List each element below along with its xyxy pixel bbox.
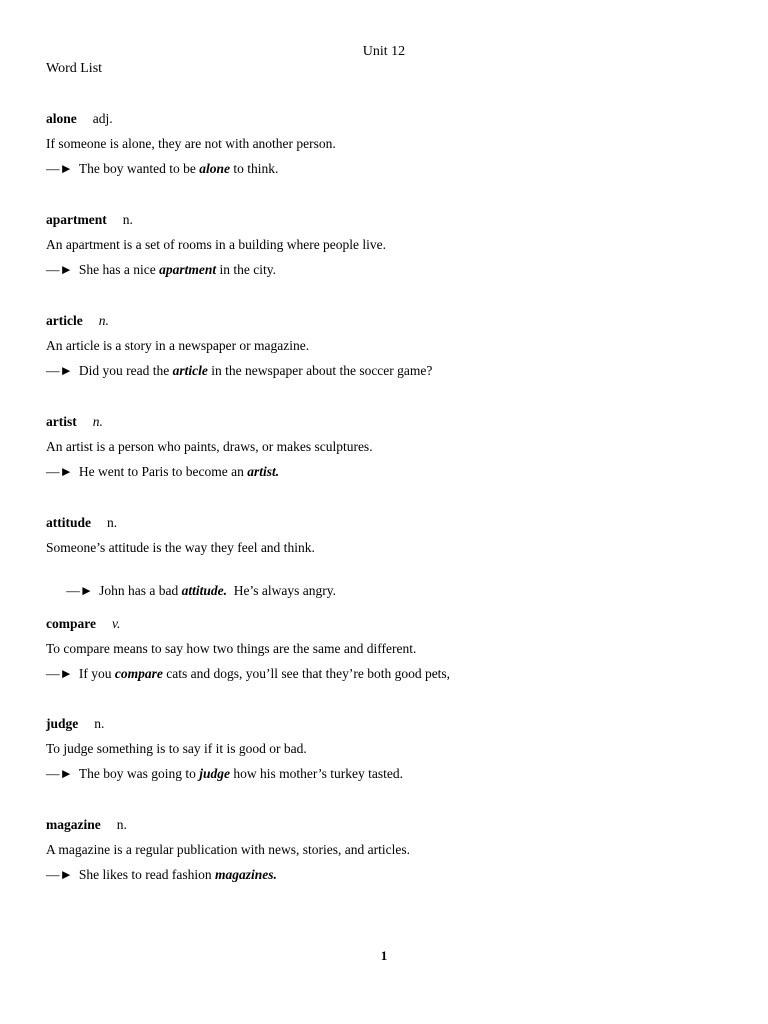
entry-artist	[46, 413, 736, 488]
headword: artist	[46, 414, 77, 429]
example-text-after: in the newspaper about the soccer game?	[207, 363, 433, 378]
part-of-speech: n.	[122, 212, 133, 227]
arrow-icon: —►	[46, 262, 73, 277]
headword: judge	[46, 716, 79, 731]
arrow-icon: —►	[46, 766, 73, 781]
headword: apartment	[46, 212, 107, 227]
example-sentence	[46, 564, 736, 598]
arrow-icon: —►	[46, 867, 73, 882]
example-sentence	[46, 160, 736, 185]
definition: A magazine is a regular publication with news, stories, and articles.	[46, 842, 411, 857]
entry-compare	[46, 615, 736, 690]
arrow-icon: —►	[66, 583, 94, 598]
example-text-after: to think.	[229, 161, 279, 176]
part-of-speech: adj.	[92, 111, 113, 126]
example-text-before: The boy wanted to be	[78, 161, 200, 176]
example-text-after: cats and dogs, you’ll see that they’re both good pets,	[162, 666, 451, 681]
part-of-speech: n.	[116, 817, 127, 832]
example-keyword: article	[172, 363, 208, 378]
example-text-before: If you	[78, 666, 115, 681]
entry-apartment	[46, 211, 736, 286]
example-text-before: She likes to read fashion	[78, 867, 215, 882]
entry-judge	[46, 715, 736, 790]
example-text-before: The boy was going to	[78, 766, 200, 781]
headword: alone	[46, 111, 77, 126]
example-sentence	[46, 362, 736, 387]
example-text-after: how his mother’s turkey tasted.	[230, 766, 403, 781]
entry-heading	[46, 514, 736, 539]
part-of-speech: v.	[112, 616, 121, 631]
arrow-icon: —►	[46, 161, 73, 176]
part-of-speech: n.	[92, 414, 103, 429]
headword: attitude	[46, 515, 91, 530]
entry-alone	[46, 110, 736, 185]
example-sentence	[46, 765, 736, 790]
example-sentence	[46, 866, 736, 891]
example-sentence	[46, 665, 736, 690]
entry-heading	[46, 715, 736, 740]
example-keyword: compare	[114, 666, 163, 681]
example-keyword: magazines.	[214, 867, 277, 882]
entry-heading	[46, 211, 736, 236]
part-of-speech: n.	[94, 716, 105, 731]
part-of-speech: n.	[107, 515, 118, 530]
example-keyword: judge	[199, 766, 231, 781]
arrow-icon: —►	[46, 363, 73, 378]
example-text-before: John has a bad	[99, 583, 182, 598]
definition: An article is a story in a newspaper or magazine.	[46, 338, 310, 353]
entry-heading	[46, 413, 736, 438]
example-keyword: attitude.	[181, 583, 227, 598]
part-of-speech: n.	[98, 313, 109, 328]
headword: magazine	[46, 817, 101, 832]
definition: An apartment is a set of rooms in a building where people live.	[46, 237, 387, 252]
entry-heading	[46, 312, 736, 337]
example-keyword: artist.	[247, 464, 280, 479]
definition: An artist is a person who paints, draws, or makes sculptures.	[46, 439, 373, 454]
unit-title: Unit 12	[362, 44, 406, 59]
entry-heading	[46, 110, 736, 135]
example-text-after: He’s always angry.	[227, 583, 336, 598]
example-keyword: alone	[199, 161, 230, 176]
entry-heading	[46, 816, 736, 841]
arrow-icon: —►	[46, 666, 73, 681]
arrow-icon: —►	[46, 464, 73, 479]
entry-article	[46, 312, 736, 387]
example-text-after: in the city.	[216, 262, 276, 277]
example-text-before: He went to Paris to become an	[78, 464, 248, 479]
example-text-before: She has a nice	[78, 262, 160, 277]
headword: article	[46, 313, 83, 328]
entry-magazine	[46, 816, 736, 891]
definition: To compare means to say how two things are the same and different.	[46, 641, 417, 656]
definition: If someone is alone, they are not with another person.	[46, 136, 336, 151]
word-list-title: Word List	[46, 61, 103, 76]
example-sentence	[46, 261, 736, 286]
headword: compare	[46, 616, 96, 631]
definition: Someone’s attitude is the way they feel and think.	[46, 540, 315, 555]
example-keyword: apartment	[159, 262, 217, 277]
definition: To judge something is to say if it is good or bad.	[46, 741, 307, 756]
page-number: 1	[380, 948, 388, 963]
example-sentence	[46, 463, 736, 488]
example-text-before: Did you read the	[78, 363, 173, 378]
entry-attitude	[46, 514, 736, 598]
entry-heading	[46, 615, 736, 640]
